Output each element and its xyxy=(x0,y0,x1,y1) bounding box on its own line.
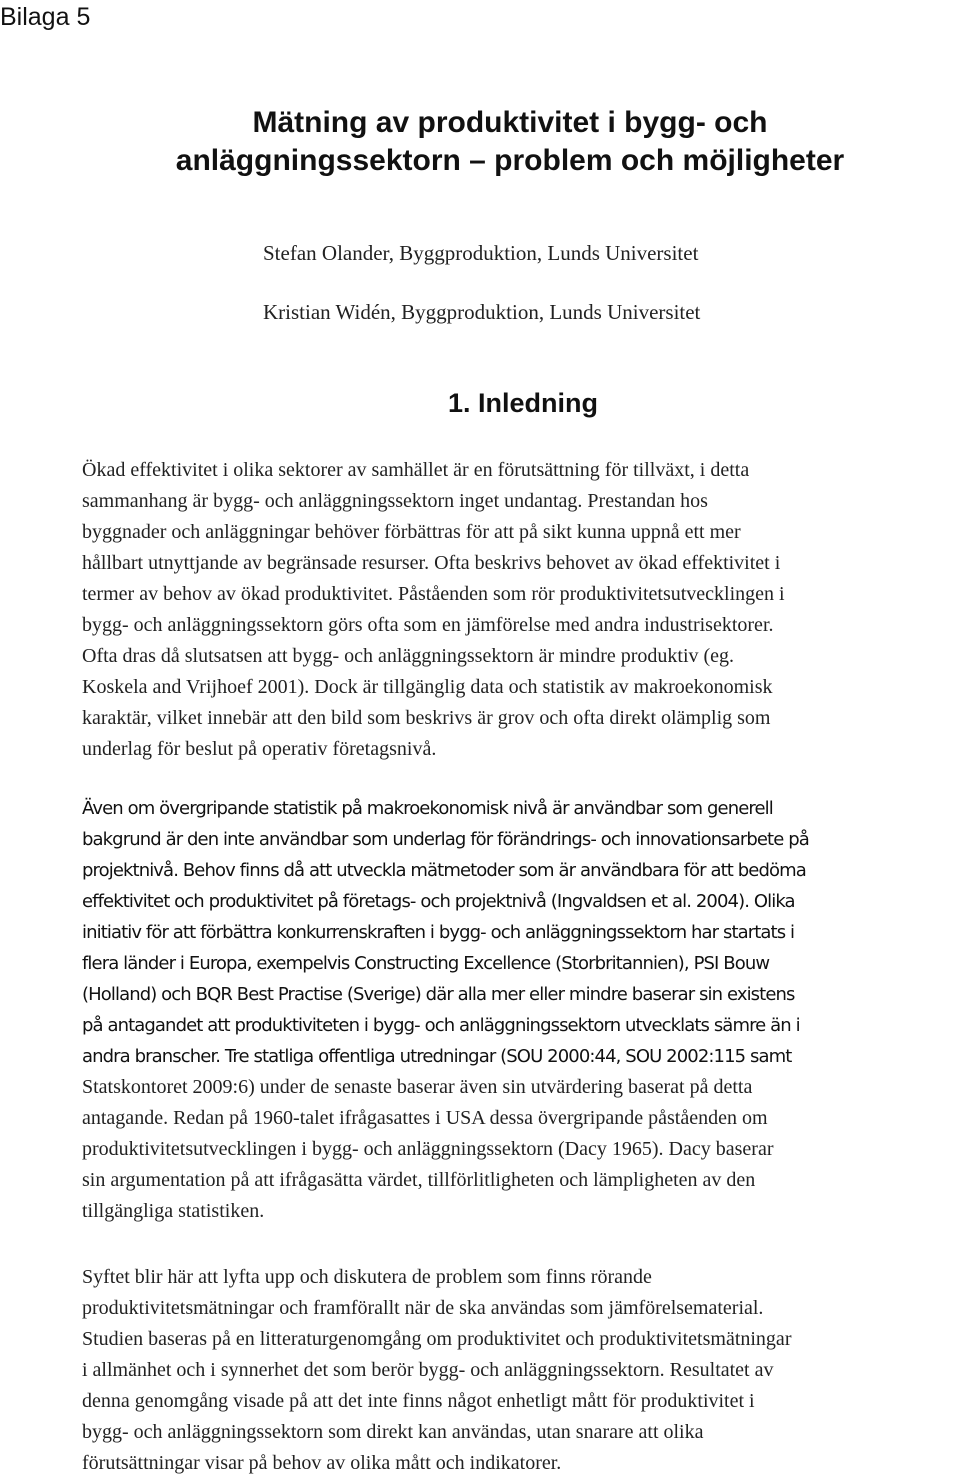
text-line: hållbart utnyttjande av begränsade resurser. Ofta beskrivs behovet av ökad effektivitet i xyxy=(82,552,781,574)
text-line: bakgrund är den inte användbar som underlag för förändrings- och innovationsarbete på xyxy=(82,829,809,850)
text-line: (Holland) och BQR Best Practise (Sverige) där alla mer eller mindre baserar sin existens xyxy=(82,984,795,1005)
paragraph-background xyxy=(82,793,954,1227)
title-line-1: Mätning av produktivitet i bygg- och xyxy=(252,106,768,139)
text-line: Ökad effektivitet i olika sektorer av samhället är en förutsättning för tillväxt, i detta xyxy=(82,459,750,481)
text-line: i allmänhet och i synnerhet det som berör bygg- och anläggningssektorn. Resultatet av xyxy=(82,1359,774,1381)
text-line: Studien baseras på en litteraturgenomgång om produktivitet och produktivitetsmätningar xyxy=(82,1328,792,1350)
text-line: Ofta dras då slutsatsen att bygg- och anläggningssektorn är mindre produktiv (eg. xyxy=(82,645,735,667)
text-line: projektnivå. Behov finns då att utveckla mätmetoder som är användbara för att bedöma xyxy=(82,860,806,881)
text-line: antagande. Redan på 1960-talet ifrågasattes i USA dessa övergripande påståenden om xyxy=(82,1107,768,1129)
text-line: Även om övergripande statistik på makroekonomisk nivå är användbar som generell xyxy=(82,798,773,819)
paragraph-purpose xyxy=(82,1262,954,1479)
text-line: Statskontoret 2009:6) under de senaste baserar även sin utvärdering baserat på detta xyxy=(82,1076,753,1098)
text-line: flera länder i Europa, exempelvis Constructing Excellence (Storbritannien), PSI Bouw xyxy=(82,953,770,974)
text-line: underlag för beslut på operativ företagsnivå. xyxy=(82,738,437,760)
author-widen: Kristian Widén, Byggproduktion, Lunds Universitet xyxy=(263,300,701,324)
text-line: effektivitet och produktivitet på företags- och projektnivå (Ingvaldsen et al. 2004). Olika xyxy=(82,891,795,912)
text-line: sin argumentation på att ifrågasätta värdet, tillförlitligheten och lämpligheten av den xyxy=(82,1169,756,1191)
title-line-2: anläggningssektorn – problem och möjligheter xyxy=(175,144,845,177)
text-line: Koskela and Vrijhoef 2001). Dock är tillgänglig data och statistik av makroekonomisk xyxy=(82,676,773,698)
text-line: Syftet blir här att lyfta upp och diskutera de problem som finns rörande xyxy=(82,1266,652,1288)
text-line: andra branscher. Tre statliga offentliga utredningar (SOU 2000:44, SOU 2002:115 samt xyxy=(82,1046,792,1067)
text-line: förutsättningar visar på behov av olika mått och indikatorer. xyxy=(82,1452,562,1474)
text-line: denna genomgång visade på att det inte finns något enhetligt mått för produktivitet i xyxy=(82,1390,755,1412)
paragraph-introduction xyxy=(82,455,954,765)
section-heading-inledning: 1. Inledning xyxy=(447,388,598,418)
text-line: bygg- och anläggningssektorn som direkt kan användas, utan snarare att olika xyxy=(82,1421,704,1443)
document-title xyxy=(110,104,910,180)
appendix-label: Bilaga 5 xyxy=(0,3,91,31)
text-line: sammanhang är bygg- och anläggningssektorn inget undantag. Prestandan hos xyxy=(82,490,708,512)
text-line: produktivitetsutvecklingen i bygg- och anläggningssektorn (Dacy 1965). Dacy baserar xyxy=(82,1138,774,1160)
text-line: produktivitetsmätningar och framförallt när de ska användas som jämförelsematerial. xyxy=(82,1297,764,1319)
text-line: tillgängliga statistiken. xyxy=(82,1200,265,1222)
text-line: byggnader och anläggningar behöver förbättras för att på sikt kunna uppnå ett mer xyxy=(82,521,741,543)
text-line: på antagandet att produktiviteten i bygg- och anläggningssektorn utvecklats sämre än i xyxy=(82,1015,800,1036)
text-line: termer av behov av ökad produktivitet. Påståenden som rör produktivitetsutvecklingen i xyxy=(82,583,785,605)
text-line: initiativ för att förbättra konkurrenskraften i bygg- och anläggningssektorn har startats i xyxy=(82,922,795,943)
text-line: karaktär, vilket innebär att den bild som beskrivs är grov och ofta direkt olämplig som xyxy=(82,707,771,729)
author-olander: Stefan Olander, Byggproduktion, Lunds Universitet xyxy=(263,241,699,265)
text-line: bygg- och anläggningssektorn görs ofta som en jämförelse med andra industrisektorer. xyxy=(82,614,774,636)
